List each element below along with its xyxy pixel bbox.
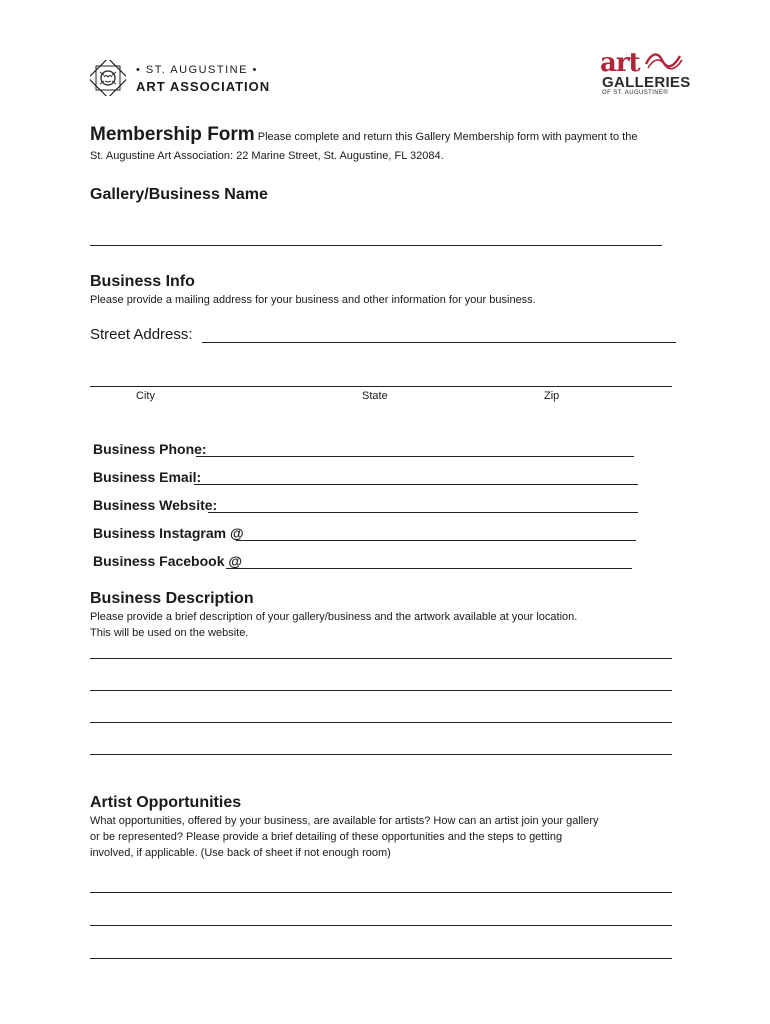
gallery-name-heading: Gallery/Business Name <box>90 186 268 203</box>
business-facebook-label: Business Facebook @ <box>93 553 243 569</box>
business-facebook-input-line[interactable] <box>226 568 632 569</box>
artist-opportunities-text-2: or be represented? Please provide a brief detailing of these opportunities and the steps to getting <box>90 831 563 843</box>
artist-input-line-2[interactable] <box>90 925 672 926</box>
lion-logo-icon <box>90 60 126 96</box>
org-name-line1: • ST. AUGUSTINE • <box>136 64 258 76</box>
business-description-text-2: This will be used on the website. <box>90 627 249 639</box>
zip-label: Zip <box>544 390 560 402</box>
business-website-input-line[interactable] <box>208 512 638 513</box>
page-title: Membership Form <box>90 124 255 145</box>
business-email-label: Business Email: <box>93 469 202 485</box>
artist-input-line-1[interactable] <box>90 892 672 893</box>
business-info-description: Please provide a mailing address for your business and other information for your business. <box>90 294 536 306</box>
description-input-line-4[interactable] <box>90 754 672 755</box>
art-logo-galleries: GALLERIES <box>602 74 691 91</box>
art-swirl-icon <box>644 50 684 72</box>
business-instagram-label: Business Instagram @ <box>93 525 244 541</box>
art-logo-subtitle: OF ST. AUGUSTINE® <box>602 90 669 96</box>
business-email-input-line[interactable] <box>194 484 638 485</box>
business-phone-input-line[interactable] <box>196 456 634 457</box>
business-description-text-1: Please provide a brief description of your gallery/business and the artwork available at your location. <box>90 611 578 623</box>
description-input-line-3[interactable] <box>90 722 672 723</box>
description-input-line-1[interactable] <box>90 658 672 659</box>
intro-address: St. Augustine Art Association: 22 Marine Street, St. Augustine, FL 32084. <box>90 150 444 162</box>
business-description-heading: Business Description <box>90 590 254 607</box>
business-website-label: Business Website: <box>93 497 218 513</box>
city-state-zip-input-line[interactable] <box>90 386 672 387</box>
art-logo-word: art <box>600 48 640 78</box>
intro-text: Please complete and return this Gallery Membership form with payment to the <box>257 131 638 143</box>
description-input-line-2[interactable] <box>90 690 672 691</box>
artist-opportunities-text-3: involved, if applicable. (Use back of sheet if not enough room) <box>90 847 391 859</box>
gallery-name-input-line[interactable] <box>90 245 662 246</box>
st-augustine-art-association-logo <box>90 60 271 100</box>
city-label: City <box>136 390 155 402</box>
org-name-line2: ART ASSOCIATION <box>136 79 271 94</box>
street-address-label: Street Address: <box>90 326 193 343</box>
business-info-heading: Business Info <box>90 273 195 290</box>
street-address-input-line[interactable] <box>202 342 676 343</box>
form-title-line <box>90 124 690 146</box>
state-label: State <box>362 390 388 402</box>
art-galleries-logo <box>592 48 691 98</box>
business-phone-label: Business Phone: <box>93 441 207 457</box>
business-instagram-input-line[interactable] <box>236 540 636 541</box>
artist-opportunities-text-1: What opportunities, offered by your business, are available for artists? How can an artist join your gallery <box>90 815 599 827</box>
artist-input-line-3[interactable] <box>90 958 672 959</box>
artist-opportunities-heading: Artist Opportunities <box>90 794 242 811</box>
